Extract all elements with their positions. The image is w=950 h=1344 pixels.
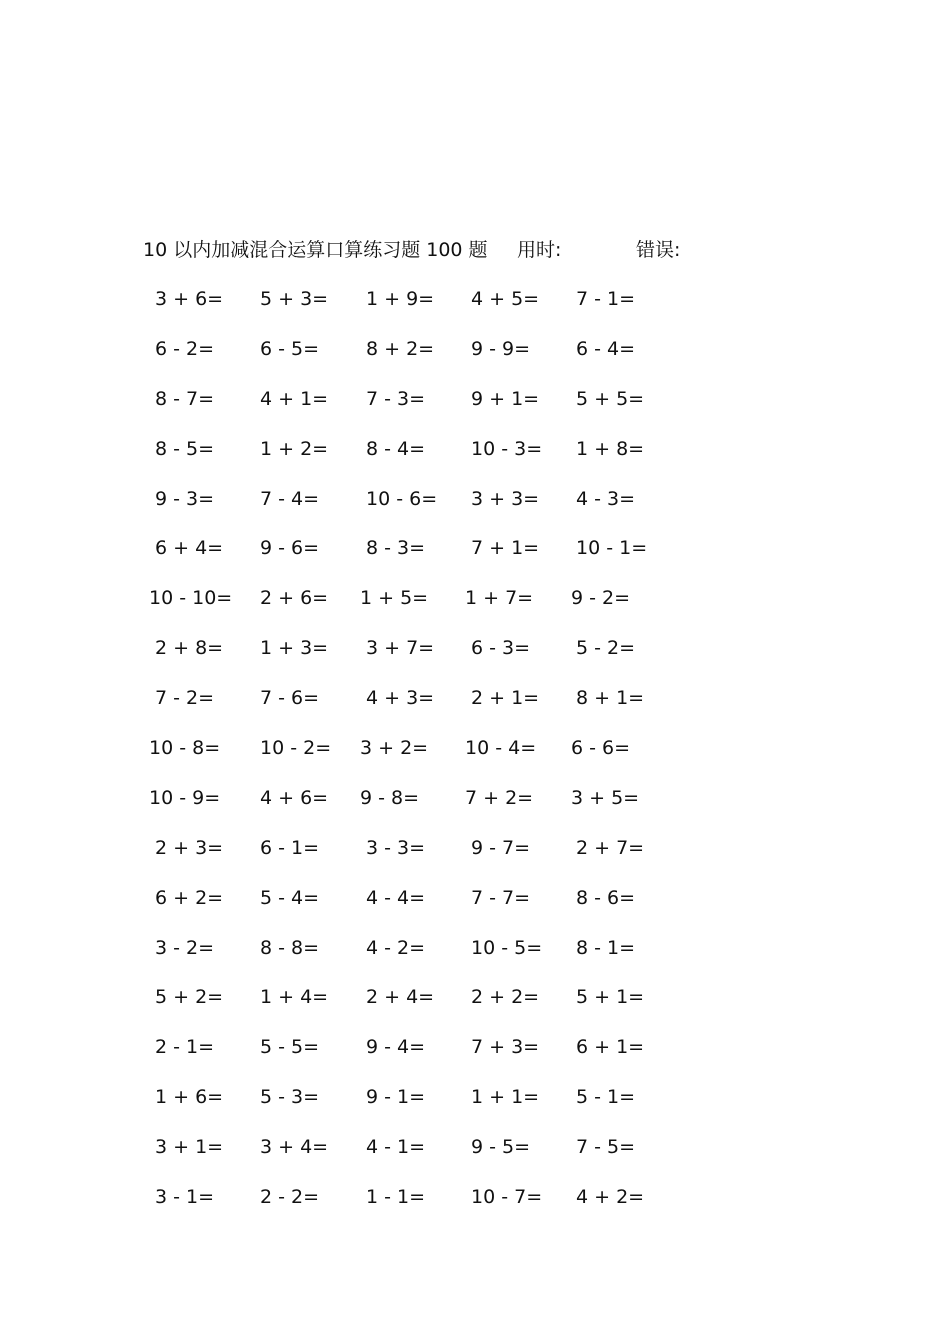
arithmetic-problem: 2 + 8= <box>155 637 224 660</box>
problem-row <box>0 434 950 484</box>
arithmetic-problem: 6 - 3= <box>471 637 531 660</box>
arithmetic-problem: 1 + 8= <box>576 437 645 460</box>
arithmetic-problem: 3 - 1= <box>155 1186 215 1209</box>
problem-row <box>0 1182 950 1232</box>
problem-row <box>0 982 950 1032</box>
problem-row <box>0 334 950 384</box>
problem-row <box>0 1132 950 1182</box>
problem-row <box>0 583 950 633</box>
arithmetic-problem: 6 - 4= <box>576 337 636 360</box>
arithmetic-problem: 4 - 3= <box>576 487 636 510</box>
arithmetic-problem: 4 + 2= <box>576 1186 645 1209</box>
arithmetic-problem: 9 - 5= <box>471 1136 531 1159</box>
arithmetic-problem: 1 + 4= <box>260 986 329 1009</box>
arithmetic-problem: 4 - 1= <box>366 1136 426 1159</box>
arithmetic-problem: 7 + 1= <box>471 537 540 560</box>
problem-row <box>0 484 950 534</box>
arithmetic-problem: 9 - 8= <box>360 786 420 809</box>
arithmetic-problem: 7 - 3= <box>366 387 426 410</box>
arithmetic-problem: 5 - 5= <box>260 1036 320 1059</box>
errors-label: 错误: <box>636 239 681 261</box>
arithmetic-problem: 7 - 4= <box>260 487 320 510</box>
arithmetic-problem: 3 + 3= <box>471 487 540 510</box>
arithmetic-problem: 7 - 5= <box>576 1136 636 1159</box>
arithmetic-problem: 9 - 2= <box>571 587 631 610</box>
arithmetic-problem: 10 - 4= <box>465 737 537 760</box>
problem-row <box>0 284 950 334</box>
problem-row <box>0 933 950 983</box>
arithmetic-problem: 4 + 1= <box>260 387 329 410</box>
arithmetic-problem: 3 + 4= <box>260 1136 329 1159</box>
arithmetic-problem: 6 - 1= <box>260 836 320 859</box>
arithmetic-problem: 4 + 5= <box>471 288 540 310</box>
arithmetic-problem: 2 + 4= <box>366 986 435 1009</box>
arithmetic-problem: 6 - 6= <box>571 737 631 760</box>
arithmetic-problem: 10 - 6= <box>366 487 438 510</box>
arithmetic-problem: 7 - 2= <box>155 687 215 710</box>
problem-row <box>0 384 950 434</box>
arithmetic-problem: 8 - 7= <box>155 387 215 410</box>
arithmetic-problem: 8 - 5= <box>155 437 215 460</box>
arithmetic-problem: 6 + 1= <box>576 1036 645 1059</box>
problem-row <box>0 633 950 683</box>
problem-row <box>0 783 950 833</box>
arithmetic-problem: 3 + 7= <box>366 637 435 660</box>
arithmetic-problem: 10 - 9= <box>149 786 221 809</box>
arithmetic-problem: 2 + 7= <box>576 836 645 859</box>
arithmetic-problem: 5 - 3= <box>260 1086 320 1109</box>
arithmetic-problem: 10 - 3= <box>471 437 543 460</box>
arithmetic-problem: 10 - 1= <box>576 537 648 560</box>
arithmetic-problem: 4 + 6= <box>260 786 329 809</box>
arithmetic-problem: 7 - 1= <box>576 288 636 310</box>
worksheet-header <box>143 235 743 265</box>
arithmetic-problem: 8 - 6= <box>576 886 636 909</box>
arithmetic-problem: 2 + 2= <box>471 986 540 1009</box>
arithmetic-problem: 2 - 1= <box>155 1036 215 1059</box>
problem-row <box>0 1082 950 1132</box>
arithmetic-problem: 10 - 10= <box>149 587 233 610</box>
arithmetic-problem: 8 - 3= <box>366 537 426 560</box>
arithmetic-problem: 3 + 5= <box>571 786 640 809</box>
arithmetic-problem: 3 - 2= <box>155 936 215 959</box>
arithmetic-problem: 1 + 5= <box>360 587 429 610</box>
arithmetic-problem: 1 + 2= <box>260 437 329 460</box>
arithmetic-problem: 1 + 6= <box>155 1086 224 1109</box>
arithmetic-problem: 2 - 2= <box>260 1186 320 1209</box>
arithmetic-problem: 3 + 1= <box>155 1136 224 1159</box>
arithmetic-problem: 5 + 3= <box>260 288 329 310</box>
arithmetic-problem: 5 - 4= <box>260 886 320 909</box>
arithmetic-problem: 4 - 4= <box>366 886 426 909</box>
arithmetic-problem: 5 + 1= <box>576 986 645 1009</box>
arithmetic-problem: 5 - 1= <box>576 1086 636 1109</box>
arithmetic-problem: 9 - 4= <box>366 1036 426 1059</box>
arithmetic-problem: 2 + 1= <box>471 687 540 710</box>
arithmetic-problem: 9 - 7= <box>471 836 531 859</box>
arithmetic-problem: 8 - 4= <box>366 437 426 460</box>
arithmetic-problem: 1 + 3= <box>260 637 329 660</box>
arithmetic-problem: 5 + 2= <box>155 986 224 1009</box>
arithmetic-problem: 1 - 1= <box>366 1186 426 1209</box>
arithmetic-problem: 10 - 5= <box>471 936 543 959</box>
time-used-label: 用时: <box>517 239 562 261</box>
arithmetic-problem: 3 - 3= <box>366 836 426 859</box>
arithmetic-problem: 3 + 6= <box>155 288 224 310</box>
arithmetic-problem: 10 - 2= <box>260 737 332 760</box>
arithmetic-problem: 7 + 3= <box>471 1036 540 1059</box>
problem-row <box>0 1032 950 1082</box>
arithmetic-problem: 8 - 1= <box>576 936 636 959</box>
problem-row <box>0 533 950 583</box>
arithmetic-problem: 1 + 9= <box>366 288 435 310</box>
worksheet-title: 10 以内加减混合运算口算练习题 100 题 <box>143 239 488 261</box>
arithmetic-problem: 9 + 1= <box>471 387 540 410</box>
arithmetic-problem: 9 - 6= <box>260 537 320 560</box>
arithmetic-problem: 1 + 1= <box>471 1086 540 1109</box>
arithmetic-problem: 8 - 8= <box>260 936 320 959</box>
arithmetic-problem: 2 + 3= <box>155 836 224 859</box>
arithmetic-problem: 7 - 6= <box>260 687 320 710</box>
arithmetic-problem: 4 - 2= <box>366 936 426 959</box>
arithmetic-problem: 6 - 2= <box>155 337 215 360</box>
arithmetic-problem: 10 - 8= <box>149 737 221 760</box>
arithmetic-problem: 9 - 1= <box>366 1086 426 1109</box>
arithmetic-problem: 6 - 5= <box>260 337 320 360</box>
problem-row <box>0 733 950 783</box>
arithmetic-problem: 5 - 2= <box>576 637 636 660</box>
arithmetic-problem: 9 - 3= <box>155 487 215 510</box>
arithmetic-problem: 7 - 7= <box>471 886 531 909</box>
arithmetic-problem: 1 + 7= <box>465 587 534 610</box>
problem-grid <box>0 284 950 1232</box>
arithmetic-problem: 7 + 2= <box>465 786 534 809</box>
problem-row <box>0 883 950 933</box>
arithmetic-problem: 3 + 2= <box>360 737 429 760</box>
arithmetic-problem: 8 + 1= <box>576 687 645 710</box>
arithmetic-problem: 10 - 7= <box>471 1186 543 1209</box>
arithmetic-problem: 6 + 4= <box>155 537 224 560</box>
arithmetic-problem: 6 + 2= <box>155 886 224 909</box>
problem-row <box>0 683 950 733</box>
arithmetic-problem: 5 + 5= <box>576 387 645 410</box>
arithmetic-problem: 9 - 9= <box>471 337 531 360</box>
arithmetic-problem: 2 + 6= <box>260 587 329 610</box>
arithmetic-problem: 8 + 2= <box>366 337 435 360</box>
arithmetic-problem: 4 + 3= <box>366 687 435 710</box>
problem-row <box>0 833 950 883</box>
